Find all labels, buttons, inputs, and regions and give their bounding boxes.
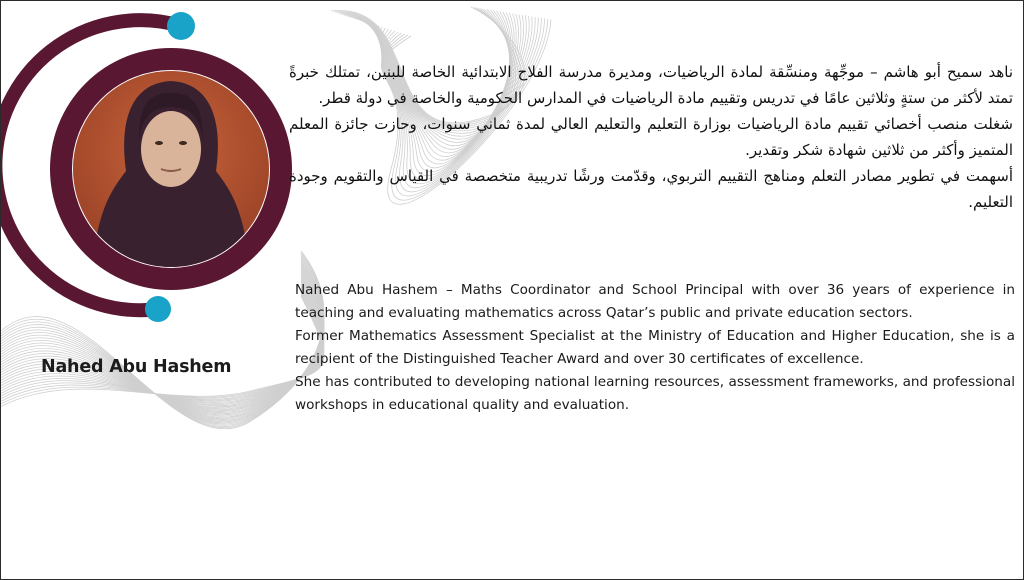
arabic-bio-paragraph: شغلت منصب أخصائي تقييم مادة الرياضيات بوزارة التعليم والتعليم العالي لمدة ثماني سنوات، وحازت جائزة المعلم المتميز وأكثر من ثلاثين شهادة شكر وتقدير. <box>289 115 1013 159</box>
english-bio-paragraph: Former Mathematics Assessment Specialist at the Ministry of Education and Higher Education, she is a recipient of the Distinguished Teacher Award and over 30 certificates of excellence. <box>295 328 1015 367</box>
profile-portrait-graphic <box>1 1 321 341</box>
accent-dot-bottom <box>145 296 171 322</box>
arabic-bio-paragraph: ناهد سميح أبو هاشم – موجِّهة ومنسِّقة لمادة الرياضيات، ومديرة مدرسة الفلاح الابتدائية الخاصة للبنين، تمتلك خبرةً تمتد لأكثر من ستةٍ وثلاثين عامًا في تدريس وتقييم مادة الرياضيات في المدارس الحكومية والخاصة في دولة قطر. <box>289 63 1013 107</box>
arabic-bio-paragraph: أسهمت في تطوير مصادر التعلم ومناهج التقييم التربوي، وقدّمت ورشًا تدريبية متخصصة في القياس والتقويم وجودة التعليم. <box>289 167 1013 211</box>
english-bio-paragraph: She has contributed to developing national learning resources, assessment frameworks, and professional workshops in educational quality and evaluation. <box>295 374 1015 413</box>
arabic-biography <box>289 59 1013 215</box>
accent-dot-top <box>167 12 195 40</box>
english-bio-paragraph: Nahed Abu Hashem – Maths Coordinator and School Principal with over 36 years of experience in teaching and evaluating mathematics across Qatar’s public and private education sectors. <box>295 282 1015 321</box>
person-name: Nahed Abu Hashem <box>41 357 232 377</box>
english-biography <box>295 279 1015 417</box>
